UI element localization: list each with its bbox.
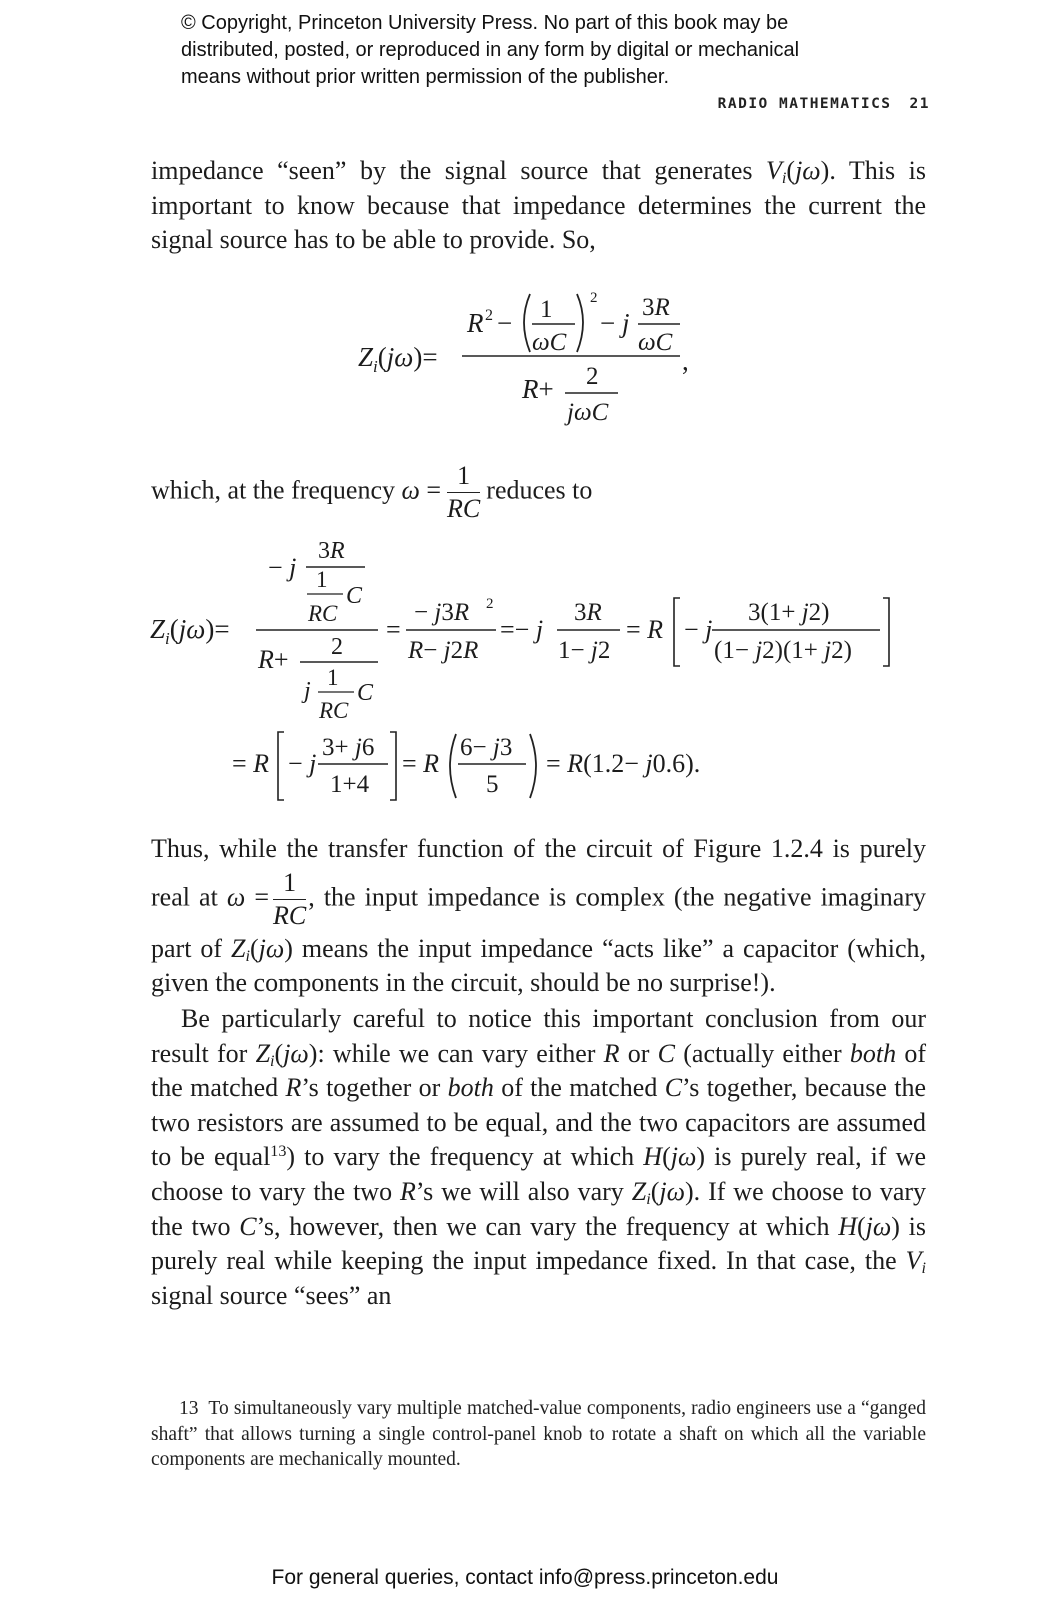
svg-text:3R: 3R	[574, 599, 602, 626]
svg-text:R+: R+	[522, 374, 554, 404]
running-head	[718, 96, 930, 112]
svg-text:2: 2	[586, 363, 599, 390]
svg-text:=: =	[386, 615, 401, 644]
svg-text:6− j3: 6− j3	[460, 734, 513, 761]
svg-text:=− j: =− j	[500, 615, 544, 644]
svg-text:R− j2R: R− j2R	[408, 637, 479, 664]
careful-text-both-1: both	[849, 1038, 897, 1068]
svg-text:= R: = R	[402, 749, 440, 778]
copyright-line-3: means without prior written permission of the publisher.	[181, 66, 670, 88]
svg-text:= R: = R	[232, 749, 270, 778]
svg-text:2: 2	[486, 596, 494, 612]
intro-paragraph: impedance “seen” by the signal source that generates $V_i(j\omega)$. This is important to know because that impedance determines the current the signal source has to be able to provide. So,	[151, 156, 926, 255]
intro-text-b: . This is important to know because that impedance determines the current the signal source has to be able to provide. So,	[151, 156, 926, 255]
page-number: 21	[909, 96, 930, 112]
svg-text:RC: RC	[319, 698, 349, 723]
equation-zi-evaluated	[0, 530, 1050, 810]
frequency-line: which, at the frequency ω = $\frac{1}{RC}$ reduces to	[151, 461, 593, 523]
careful-text-p: is purely real while keeping the input impedance fixed. In that case, the	[151, 1211, 927, 1276]
thus-text-c: means the input impedance “acts like” a capacitor (which, given the components in the circuit, should be no surprise!).	[151, 933, 926, 998]
copyright-notice	[181, 10, 941, 91]
svg-text:1: 1	[316, 567, 328, 592]
svg-text:Zi(jω)=: $Z_i(j\omega)=$	[358, 342, 438, 376]
careful-text-n: . If we choose to vary the two	[151, 1176, 927, 1241]
svg-text:− j: − j	[600, 308, 630, 338]
svg-text:− j: − j	[268, 553, 297, 582]
thus-paragraph: Thus, while the transfer function of the circuit of Figure 1.2.4 is purely real at ω = $\frac{1}{RC}$ , the input impedance is complex (the negative imaginary part of $Z_i(j\omega)$ means the input impedance “acts like” a capacitor (which, given the components in the circuit, should be no surprise!).	[151, 834, 926, 998]
running-head-title: RADIO MATHEMATICS	[717, 96, 892, 112]
footnote-text: To simultaneously vary multiple matched-value components, radio engineers use a “ganged shaft” that allows turning a single control-panel knob to rotate a shaft on which all the variable components are mechanically mounted.	[151, 1398, 926, 1470]
svg-text:− j: − j	[288, 749, 317, 778]
careful-text-f: of the matched	[151, 1038, 926, 1103]
svg-text:R: R	[467, 308, 484, 338]
svg-text:1: 1	[540, 296, 553, 323]
careful-text-c: or	[627, 1038, 650, 1068]
svg-text:j: j	[304, 678, 311, 704]
svg-text:3(1+ j2): 3(1+ j2)	[748, 599, 830, 626]
careful-text-q: signal source “sees” an	[151, 1280, 392, 1310]
svg-text:C: C	[346, 583, 363, 609]
careful-text-l: is purely real, if we choose to vary the two	[151, 1142, 926, 1206]
svg-text:RC: RC	[308, 601, 338, 626]
svg-text:1+4: 1+4	[330, 771, 370, 798]
svg-text:1: 1	[327, 665, 339, 690]
careful-text-both-2: both	[447, 1073, 494, 1103]
frequency-line-b: reduces to	[486, 475, 593, 505]
svg-text:2: 2	[590, 290, 598, 306]
footnote	[151, 1396, 926, 1473]
careful-paragraph: Be particularly careful to notice this important conclusion from our result for $Z_i(j\omega)$: while we can vary either R or C (actually either both of the matched R’s together or both of the matched C’s together, because the two resistors are assumed to be equal, and the two capacitors are assumed to be equal$^{13}$) to vary the frequency at which H(jω) is purely real, if we choose to vary the two R’s we will also vary $Z_i(j\omega)$. If we choose to vary the two C’s, however, then we can vary the frequency at which H(jω) is purely real while keeping the input impedance fixed. In that case, the $V_i$ signal source “sees” an	[151, 1004, 927, 1310]
svg-text:−: −	[497, 308, 513, 338]
svg-text:C: C	[357, 680, 374, 706]
svg-text:1− j2: 1− j2	[558, 637, 611, 664]
careful-text-a: Be particularly careful to notice this important conclusion from our result for	[151, 1004, 926, 1068]
copyright-line-1: © Copyright, Princeton University Press. No part of this book may be	[181, 12, 789, 34]
svg-text:5: 5	[486, 771, 499, 798]
careful-text-d: (actually either	[683, 1038, 842, 1068]
svg-text:jωC: jωC	[567, 399, 609, 426]
svg-text:2: 2	[485, 307, 493, 324]
thus-text-b: , the input impedance is complex (the negative imaginary part of	[151, 882, 926, 963]
careful-text-m: ’s we will also vary	[415, 1176, 624, 1206]
svg-text:3R: 3R	[318, 538, 345, 564]
footnote-ref[interactable]: 13	[270, 1143, 287, 1161]
svg-text:ωC: ωC	[638, 329, 673, 356]
careful-text-i: of the matched	[501, 1073, 658, 1103]
intro-text-a: impedance “seen” by the signal source that generates	[151, 156, 753, 185]
svg-text:3R: 3R	[642, 294, 670, 321]
copyright-line-2: distributed, posted, or reproduced in any form by digital or mechanical	[181, 39, 800, 61]
svg-text:(1− j2)(1+ j2): (1− j2)(1+ j2)	[714, 637, 852, 664]
frequency-line-a: which, at the frequency	[151, 475, 396, 505]
careful-text-g: ’s together or	[301, 1073, 441, 1103]
equation-zi-general	[0, 280, 1050, 440]
footnote-number: 13	[179, 1398, 199, 1419]
svg-text:3+ j6: 3+ j6	[322, 734, 375, 761]
svg-text:= R(1.2− j0.6).: = R(1.2− j0.6).	[546, 749, 701, 778]
svg-text:Zi(jω)=: $Z_i(j\omega)=$	[150, 614, 230, 648]
thus-text-a: Thus, while the transfer function of the circuit of Figure 1.2.4 is purely real at	[151, 834, 926, 912]
svg-text:,: ,	[682, 346, 689, 376]
svg-text:2: 2	[331, 634, 343, 660]
svg-text:ωC: ωC	[532, 329, 567, 356]
footer-contact: For general queries, contact info@press.princeton.edu	[271, 1566, 779, 1589]
svg-text:− j3R: − j3R	[414, 599, 470, 626]
careful-text-k: ) to vary the frequency at which	[286, 1142, 635, 1172]
careful-text-o: ’s, however, then we can vary the frequency at which	[256, 1211, 830, 1241]
svg-text:R+: R+	[258, 645, 289, 674]
careful-text-j: ’s together, because the two resistors are assumed to be equal, and the two capacitors are assumed to be equal	[151, 1073, 927, 1172]
svg-text:− j: − j	[684, 615, 713, 644]
careful-text-b: : while we can vary either	[317, 1038, 596, 1068]
svg-text:= R: = R	[626, 615, 664, 644]
